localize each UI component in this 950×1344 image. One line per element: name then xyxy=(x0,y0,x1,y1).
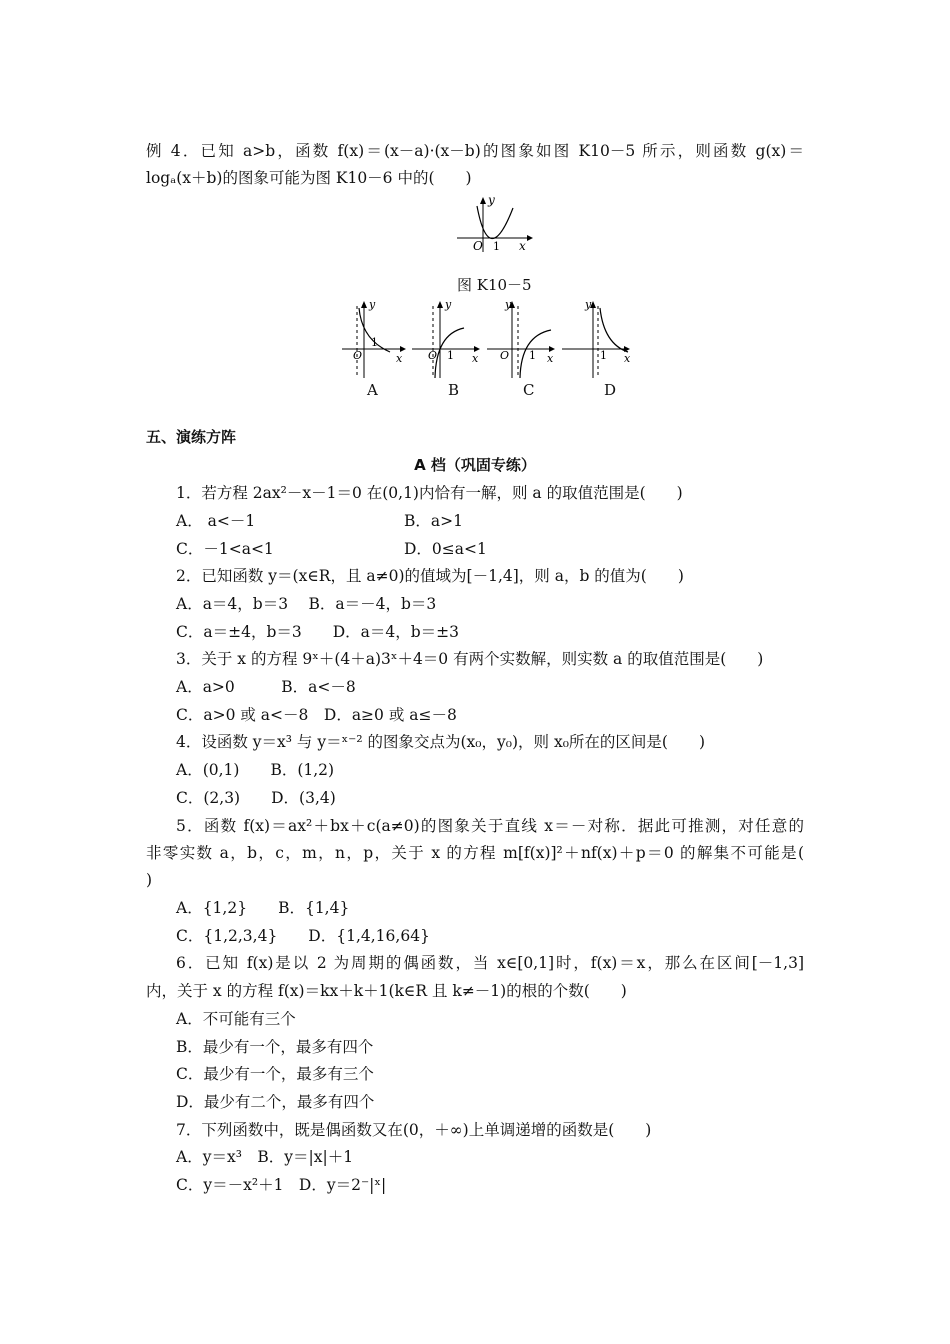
option-b-y-label: y xyxy=(445,298,452,311)
q6-stem-line1: 6．已知 f(x)是以 2 为周期的偶函数，当 x∈[0,1]时，f(x)＝x，那么在区间[－1,3] xyxy=(176,954,804,972)
option-a-one-label: 1 xyxy=(371,336,378,349)
q5-stem-line3: ) xyxy=(146,871,153,889)
q6-option-d: D．最少有二个，最多有四个 xyxy=(176,1093,375,1111)
option-b-one-label: 1 xyxy=(447,349,454,362)
q2-stem: 2．已知函数 y＝(x∈R，且 a≠0)的值域为[－1,4]，则 a，b 的值为( ) xyxy=(176,567,684,585)
option-b-origin-label: O xyxy=(428,349,438,362)
fig5-x-label: x xyxy=(519,239,526,253)
option-letter-a: A xyxy=(367,381,378,399)
option-c-origin-label: O xyxy=(500,349,510,362)
example4-line2: logₐ(x＋b)的图象可能为图 K10－6 中的( ) xyxy=(146,169,472,187)
option-a-y-label: y xyxy=(369,298,376,311)
q5-options-cd: C．{1,2,3,4} D．{1,4,16,64} xyxy=(176,927,430,945)
option-d-x-label: x xyxy=(624,352,631,365)
section-subheading: A 档（巩固专练） xyxy=(414,456,536,474)
q5-options-ab: A．{1,2} B．{1,4} xyxy=(176,899,350,917)
option-d-one-label: 1 xyxy=(600,349,607,362)
option-graph-b xyxy=(410,300,485,380)
q1-stem: 1．若方程 2ax²－x－1＝0 在(0,1)内恰有一解，则 a 的取值范围是( ) xyxy=(176,484,683,502)
option-graph-a xyxy=(340,300,410,380)
section-heading: 五、演练方阵 xyxy=(146,428,237,446)
q1-option-c: C．－1<a<1 xyxy=(176,540,274,558)
example4-line1: 例 4．已知 a>b，函数 f(x)＝(x－a)·(x－b)的图象如图 K10－5 所示，则函数 g(x)＝ xyxy=(146,142,804,160)
q3-stem: 3．关于 x 的方程 9ˣ＋(4＋a)3ˣ＋4＝0 有两个实数解，则实数 a 的取值范围是( ) xyxy=(176,650,764,668)
q6-option-a: A．不可能有三个 xyxy=(176,1010,296,1028)
option-b-x-label: x xyxy=(472,352,479,365)
option-a-origin-label: O xyxy=(353,349,363,362)
option-letter-c: C xyxy=(523,381,535,399)
q3-options-cd: C．a>0 或 a<－8 D．a≥0 或 a≤－8 xyxy=(176,706,457,724)
q1-option-d: D．0≤a<1 xyxy=(404,540,487,558)
q4-options-ab: A．(0,1) B．(1,2) xyxy=(176,761,335,779)
fig5-y-label: y xyxy=(488,193,495,207)
q2-options-cd: C．a＝±4，b＝3 D．a＝4，b＝±3 xyxy=(176,623,460,641)
q1-option-b: B．a>1 xyxy=(404,512,463,530)
q5-stem-line2: 非零实数 a，b，c，m，n，p，关于 x 的方程 m[f(x)]²＋nf(x)＋p＝0 的解集不可能是( xyxy=(146,844,804,862)
option-c-one-label: 1 xyxy=(529,349,536,362)
q6-option-b: B．最少有一个，最多有四个 xyxy=(176,1038,374,1056)
q5-stem-line1: 5．函数 f(x)＝ax²＋bx＋c(a≠0)的图象关于直线 x＝－对称．据此可推测，对任意的 xyxy=(176,817,804,835)
option-graph-c xyxy=(485,300,560,380)
q1-option-a: A． a<－1 xyxy=(176,512,256,530)
option-letter-b: B xyxy=(448,381,460,399)
q7-options-cd: C．y＝－x²＋1 D．y＝2⁻|ˣ| xyxy=(176,1176,387,1194)
option-c-x-label: x xyxy=(547,352,554,365)
fig5-origin-label: O xyxy=(473,239,483,253)
option-c-y-label: y xyxy=(505,298,512,311)
q4-options-cd: C．(2,3) D．(3,4) xyxy=(176,789,336,807)
figure-k10-5-caption: 图 K10－5 xyxy=(457,276,532,294)
option-graph-d xyxy=(560,300,635,380)
q3-options-ab: A．a>0 B．a<－8 xyxy=(176,678,356,696)
figure-k10-5 xyxy=(455,193,535,254)
q4-stem: 4．设函数 y＝x³ 与 y＝ˣ⁻² 的图象交点为(x₀，y₀)，则 x₀所在的区间是( ) xyxy=(176,733,705,751)
option-d-y-label: y xyxy=(585,298,592,311)
q6-stem-line2: 内，关于 x 的方程 f(x)＝kx＋k＋1(k∈R 且 k≠－1)的根的个数( ) xyxy=(146,982,627,1000)
fig5-one-label: 1 xyxy=(493,240,500,253)
q7-stem: 7．下列函数中，既是偶函数又在(0，＋∞)上单调递增的函数是( ) xyxy=(176,1121,652,1139)
option-letter-d: D xyxy=(604,381,617,399)
q7-options-ab: A．y＝x³ B．y＝|x|＋1 xyxy=(176,1148,354,1166)
q6-option-c: C．最少有一个，最多有三个 xyxy=(176,1065,374,1083)
q2-options-ab: A．a＝4，b＝3 B．a＝－4，b＝3 xyxy=(176,595,437,613)
option-a-x-label: x xyxy=(396,352,403,365)
